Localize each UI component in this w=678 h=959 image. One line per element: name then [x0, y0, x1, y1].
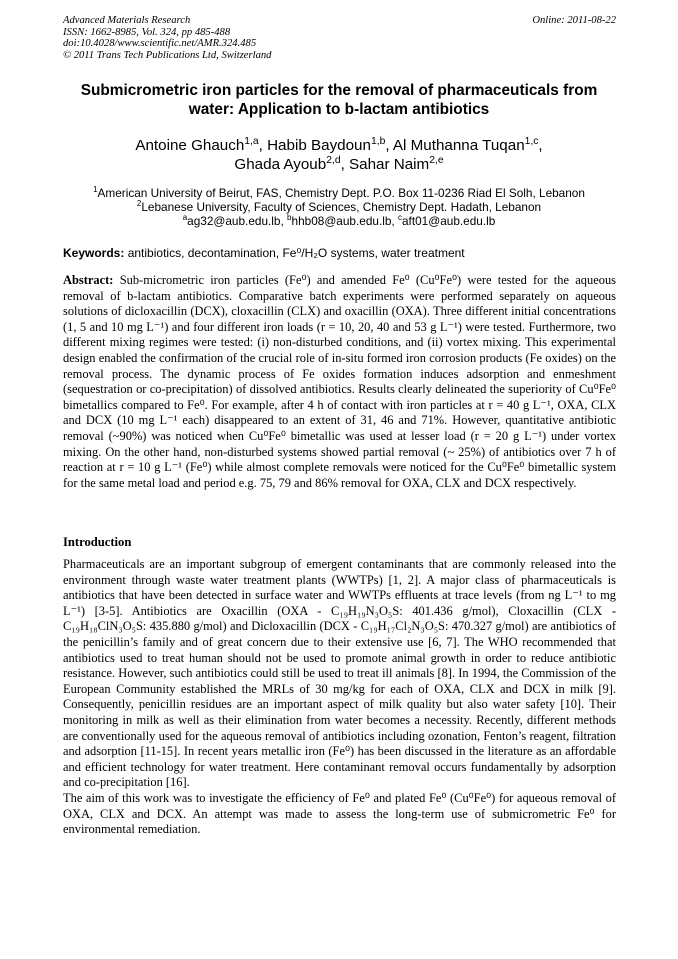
abstract: [63, 273, 616, 491]
author-name: Habib Baydoun: [267, 137, 371, 154]
paragraph: Pharmaceuticals are an important subgroup of emergent contaminants that are commonly released into the environment through waste water treatment plants (WWTPs) [1, 2]. A major class of pharmaceuticals is antibiotics that have been detected in surface water and WWTPs effluents at trace levels (from ng L⁻¹ to mg L⁻¹) [3-5]. Antibiotics are Oxacillin (OXA - C₁₉H₁₉N₃O₅S: 401.436 g/mol), Cloxacillin (CLX - C₁₉H₁₈ClN₃O₅S: 435.880 g/mol) and Dicloxacillin (DCX - C₁₉H₁₇Cl₂N₃O₅S: 470.327 g/mol) are antibiotics of the penicillin’s family and of great concern due to their extensive use [6, 7]. The WHO recommended that antibiotics used to treat human should not be used to promote animal growth in order to reduce antibiotic resistance. However, such antibiotics could still be used to treat ill animals [8]. In 1994, the Commission of the European Community established the MRLs of 30 mg/kg for each of OXA, CLX and DCX in milk [9]. Consequently, penicillin residues are an important aspect of milk quality but also water safety [10]. Their monitoring in milk as well as their elimination from water becomes a necessity. Recently, different methods are conventionally used for the aqueous removal of antibiotics including ozonation, Fenton’s reagent, filtration and adsorption [11-15]. In recent years metallic iron (Fe⁰) has been discussed in the literature as an affordable and efficient technology for water treatment. Here contaminant removal occurs fundamentally by adsorption and co-precipitation [16].: [63, 557, 616, 790]
abstract-text: Sub-micrometric iron particles (Fe⁰) and amended Fe⁰ (Cu⁰Fe⁰) were tested for the aqueous removal of b-lactam antibiotics. Comparative batch experiments were performed separately on aqueous solutions of dicloxacillin (DCX), cloxacillin (CLX) and oxacillin (OXA). Three different initial concentrations (1, 5 and 10 mg L⁻¹) and four different iron loads (r = 10, 20, 40 and 53 g L⁻¹) were tested. Furthermore, two different mixing regimes were tested: (i) non-disturbed conditions, and (ii) vortex mixing. This experimental design enabled the confirmation of the crucial role of in-situ formed iron corrosion products (Fe oxides) on the removal process. The dynamic process of Fe oxides formation induces adsorption and enmeshment (sequestration or co-precipitation) of dissolved antibiotics. Results clearly delineated the superiority of Cu⁰Fe⁰ bimetallics compared to Fe⁰. For example, after 4 h of contact with iron particles at r = 40 g L⁻¹, OXA, CLX and DCX (10 mg L⁻¹ each) disappeared to an extent of 31, 46 and 71%. However, quantitative antibiotic removal (~90%) was noticed when Cu⁰Fe⁰ bimetallic was used at lesser load (r = 20 g L⁻¹) under vortex mixing. On the other hand, non-disturbed systems showed partial removal (~ 25%) of antibiotics over 7 h of reaction at r = 10 g L⁻¹ (Fe⁰) while almost complete removals were noticed for the Cu⁰Fe⁰ bimetallic system for the same metal load and period e.g. 75, 79 and 86% removal for OXA, CLX and DCX respectively.: [63, 273, 616, 490]
affiliation-text: American University of Beirut, FAS, Chemistry Dept. P.O. Box 11-0236 Riad El Solh, Lebanon: [97, 186, 585, 200]
online-date: Online: 2011-08-22: [532, 15, 616, 26]
paper-title: Submicrometric iron particles for the removal of pharmaceuticals from water: Application to b-lactam antibiotics: [80, 82, 598, 118]
introduction-body: [63, 557, 616, 838]
keywords-label: Keywords:: [63, 246, 125, 260]
issn-line: ISSN: 1662-8985, Vol. 324, pp 485-488: [63, 26, 231, 38]
introduction-heading: Introduction: [63, 535, 132, 549]
author-affiliation-mark: 2,d: [326, 154, 341, 166]
email-mark: a: [182, 213, 188, 223]
email-address[interactable]: hhb08@aub.edu.lb: [291, 214, 392, 228]
abstract-label: Abstract:: [63, 273, 114, 287]
affiliation-mark: 1: [93, 185, 98, 195]
email-mark: c: [397, 213, 402, 223]
affiliation-line: [60, 200, 618, 214]
affiliation-text: Lebanese University, Faculty of Sciences, Chemistry Dept. Hadath, Lebanon: [141, 200, 542, 214]
keywords: [63, 245, 616, 261]
email-line: $^a$ag32@aub.edu.lb, $^b$hhb08@aub.edu.lb, $^c$aft01@aub.edu.lb: [182, 213, 496, 228]
email-address[interactable]: aft01@aub.edu.lb: [401, 214, 496, 228]
email-mark: b: [287, 213, 292, 223]
affiliation-line: [60, 186, 618, 200]
doi-line: doi:10.4028/www.scientific.net/AMR.324.485: [63, 38, 257, 49]
author-affiliation-mark: 2,e: [429, 154, 444, 166]
journal-name: Advanced Materials Research: [63, 15, 191, 26]
author-name: Antoine Ghauch: [135, 137, 245, 154]
journal-header: [63, 15, 616, 61]
author-name: Ghada Ayoub: [234, 156, 327, 173]
author-name: Sahar Naim: [349, 156, 430, 173]
keywords-text: antibiotics, decontamination, Fe⁰/H₂O systems, water treatment: [127, 246, 465, 260]
paragraph: The aim of this work was to investigate the efficiency of Fe⁰ and plated Fe⁰ (Cu⁰Fe⁰) for aqueous removal of OXA, CLX and DCX. An attempt was made to assess the long-term use of submicrometric Fe⁰ for environmental remediation.: [63, 790, 616, 837]
affiliations: [60, 186, 618, 228]
author-affiliation-mark: 1,c: [524, 135, 539, 147]
author-affiliation-mark: 1,a: [244, 135, 259, 147]
author-list: Antoine Ghauch$^{1,a}$, Habib Baydoun$^{1,b}$, Al Muthanna Tuqan$^{1,c}$, Ghada Ayoub$^{2,d}$, Sahar Naim$^{2,e}$: [135, 135, 543, 173]
affiliation-mark: 2: [136, 199, 142, 209]
copyright-line: © 2011 Trans Tech Publications Ltd, Switzerland: [63, 49, 272, 61]
author-affiliation-mark: 1,b: [370, 135, 386, 147]
email-address[interactable]: ag32@aub.edu.lb: [187, 214, 281, 228]
author-name: Al Muthanna Tuqan: [392, 137, 525, 154]
